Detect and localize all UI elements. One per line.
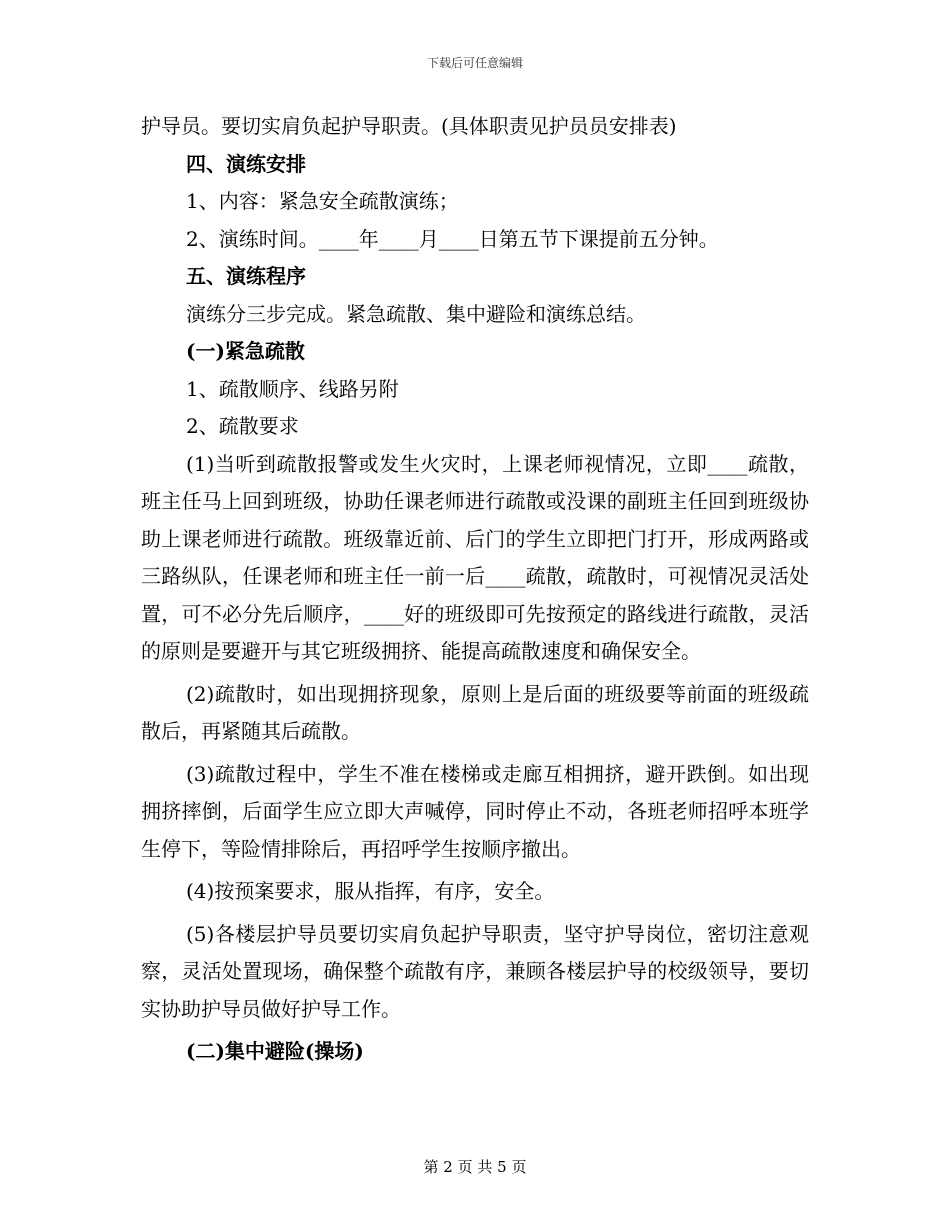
- paragraph-evacuation-requirements: 2、疏散要求: [186, 414, 299, 438]
- page-header-note: 下载后可任意编辑: [426, 56, 523, 70]
- paragraph-requirement-5: (5)各楼层护导员要切实肩负起护导职责，坚守护导岗位，密切注意观察，灵活处置现场，确保整个疏散有序，兼顾各楼层护导的校级领导，要切实协助护导员做好护导工作。: [141, 921, 809, 1021]
- paragraph-drill-content: 1、内容：紧急安全疏散演练；: [186, 189, 459, 213]
- paragraph-requirement-2: (2)疏散时，如出现拥挤现象，原则上是后面的班级要等前面的班级疏散后，再紧随其后疏散。: [141, 681, 809, 743]
- paragraph-evacuation-order: 1、疏散顺序、线路另附: [186, 376, 399, 401]
- subsection-heading-concentrated-refuge: (二)集中避险(操场): [186, 1039, 364, 1063]
- paragraph-requirement-1: (1)当听到疏散报警或发生火灾时，上课老师视情况，立即____疏散，班主任马上回到班级，协助任课老师进行疏散或没课的副班主任回到班级协助上课老师进行疏散。班级靠近前、后门的学生立即把门打开，形成两路或三路纵队，任课老师和班主任一前一后____疏散，疏散时，可视情况灵活处置，可不必分先后顺序，____好的班级即可先按预定的路线进行疏散，灵活的原则是要避开与其它班级拥挤、能提高疏散速度和确保安全。: [141, 451, 809, 663]
- paragraph-drill-steps: 演练分三步完成。紧急疏散、集中避险和演练总结。: [186, 301, 646, 326]
- section-heading-drill-procedure: 五、演练程序: [186, 264, 306, 288]
- paragraph-drill-time: 2、演练时间。____年____月____日第五节下课提前五分钟。: [186, 226, 719, 251]
- section-heading-drill-arrangement: 四、演练安排: [186, 151, 306, 176]
- paragraph-continued: 护导员。要切实肩负起护导职责。(具体职责见护员员安排表): [141, 114, 677, 138]
- document-body: [141, 108, 809, 1071]
- subsection-heading-emergency-evacuation: (一)紧急疏散: [186, 339, 305, 363]
- page-number-footer: 第 2 页 共 5 页: [423, 1158, 527, 1176]
- paragraph-requirement-3: (3)疏散过程中，学生不准在楼梯或走廊互相拥挤，避开跌倒。如出现拥挤摔倒，后面学生应立即大声喊停，同时停止不动，各班老师招呼本班学生停下，等险情排除后，再招呼学生按顺序撤出。: [141, 761, 809, 861]
- paragraph-requirement-4: (4)按预案要求，服从指挥，有序，安全。: [186, 879, 555, 903]
